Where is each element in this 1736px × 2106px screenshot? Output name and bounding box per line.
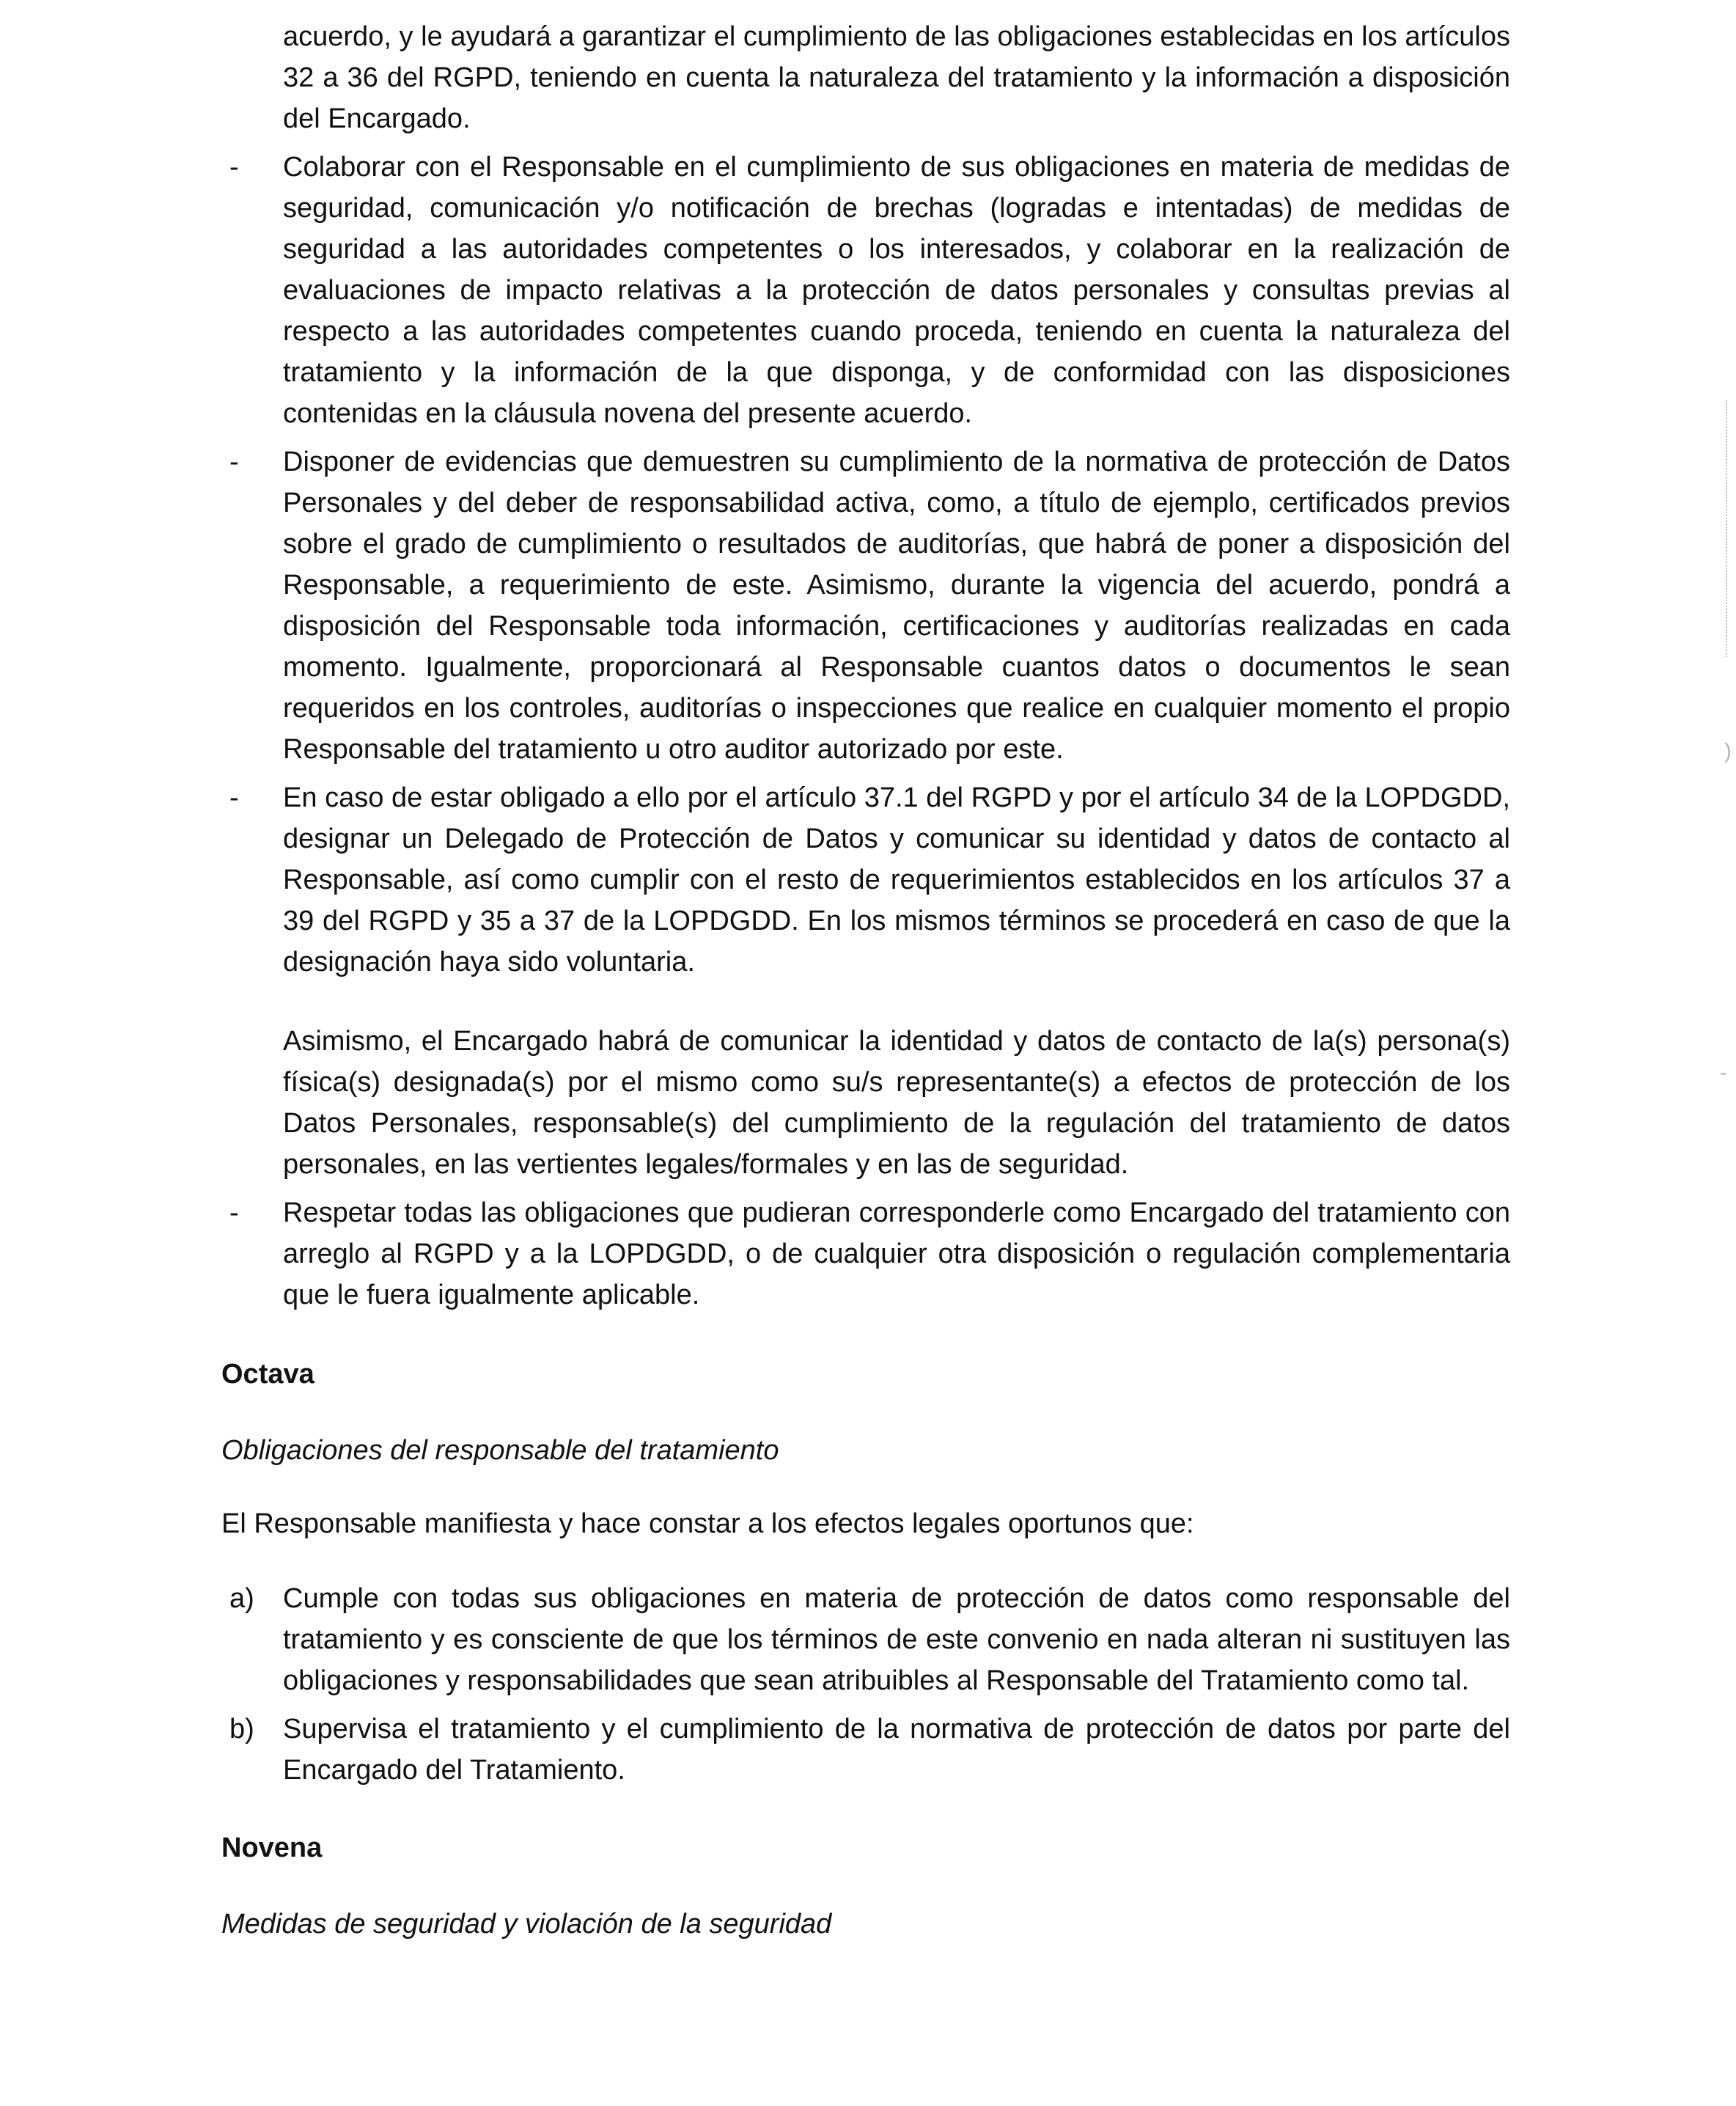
- dash-item-text: Respetar todas las obligaciones que pudieran corresponderle como Encargado del tratamiento con arreglo al RGPD y a la LOPDGDD, o de cualquier otra disposición o regulación complementaria que le fuera igualmente aplicable.: [283, 1197, 1510, 1310]
- dash-list-item-3: [221, 777, 1510, 983]
- letter-a-marker: a): [229, 1583, 254, 1614]
- letter-b-marker: b): [229, 1714, 254, 1744]
- paragraph-asimismo: Asimismo, el Encargado habrá de comunicar la identidad y datos de contacto de la(s) persona(s) física(s) designada(s) por el mismo como su/s representante(s) a efectos de protección de los Datos Personales, responsable(s) del cumplimiento de la regulación del tratamiento de datos personales, en las vertientes legales/formales y en las de seguridad.: [283, 1026, 1510, 1180]
- section-heading-octava: Octava: [221, 1359, 315, 1390]
- section-subtitle-octava: Obligaciones del responsable del tratamiento: [221, 1435, 779, 1466]
- lettered-item-text: Cumple con todas sus obligaciones en materia de protección de datos como responsable del tratamiento y es consciente de que los términos de este convenio en nada alteran ni sustituyen las obligaciones y responsabilidades que sean atribuibles al Responsable del Tratamiento como tal.: [283, 1583, 1510, 1696]
- dash-list-item-1: [221, 147, 1510, 434]
- scan-artifact-dotted-line: [1726, 400, 1727, 657]
- dash-marker: -: [229, 1197, 239, 1228]
- lettered-item-text: Supervisa el tratamiento y el cumplimiento de la normativa de protección de datos por parte del Encargado del Tratamiento.: [283, 1714, 1510, 1786]
- scan-artifact-mark: -: [1720, 1060, 1727, 1085]
- document-content: [221, 16, 1510, 1945]
- paragraph-continuation: acuerdo, y le ayudará a garantizar el cumplimiento de las obligaciones establecidas en los artículos 32 a 36 del RGPD, teniendo en cuenta la naturaleza del tratamiento y la información a disposición del Encargado.: [283, 21, 1510, 134]
- dash-list-item-2: [221, 441, 1510, 770]
- lettered-list-item-b: [221, 1709, 1510, 1791]
- dash-marker: -: [229, 447, 239, 477]
- section-subtitle-novena: Medidas de seguridad y violación de la seguridad: [221, 1909, 832, 1940]
- paragraph-intro-octava: El Responsable manifiesta y hace constar a los efectos legales oportunos que:: [221, 1508, 1194, 1539]
- dash-item-text: Colaborar con el Responsable en el cumplimiento de sus obligaciones en materia de medidas de seguridad, comunicación y/o notificación de brechas (logradas e intentadas) de medidas de seguridad a las autoridades competentes o los interesados, y colaborar en la realización de evaluaciones de impacto relativas a la protección de datos personales y consultas previas al respecto a las autoridades competentes cuando proceda, teniendo en cuenta la naturaleza del tratamiento y la información de la que disponga, y de conformidad con las disposiciones contenidas en la cláusula novena del presente acuerdo.: [283, 152, 1510, 429]
- lettered-list-item-a: [221, 1578, 1510, 1701]
- dash-item-text: Disponer de evidencias que demuestren su cumplimiento de la normativa de protección de Datos Personales y del deber de responsabilidad activa, como, a título de ejemplo, certificados previos sobre el grado de cumplimiento o resultados de auditorías, que habrá de poner a disposición del Responsable, a requerimiento de este. Asimismo, durante la vigencia del acuerdo, pondrá a disposición del Responsable toda información, certificaciones y auditorías realizadas en cada momento. Igualmente, proporcionará al Responsable cuantos datos o documentos le sean requeridos en los controles, auditorías o inspecciones que realice en cualquier momento el propio Responsable del tratamiento u otro auditor autorizado por este.: [283, 447, 1510, 765]
- dash-marker: -: [229, 152, 239, 183]
- dash-list-item-4: [221, 1192, 1510, 1316]
- section-heading-novena: Novena: [221, 1832, 323, 1863]
- scan-artifact-mark: ): [1724, 739, 1732, 763]
- dash-item-text: En caso de estar obligado a ello por el artículo 37.1 del RGPD y por el artículo 34 de la LOPDGDD, designar un Delegado de Protección de Datos y comunicar su identidad y datos de contacto al Responsable, así como cumplir con el resto de requerimientos establecidos en los artículos 37 a 39 del RGPD y 35 a 37 de la LOPDGDD. En los mismos términos se procederá en caso de que la designación haya sido voluntaria.: [283, 782, 1510, 977]
- dash-marker: -: [229, 782, 239, 813]
